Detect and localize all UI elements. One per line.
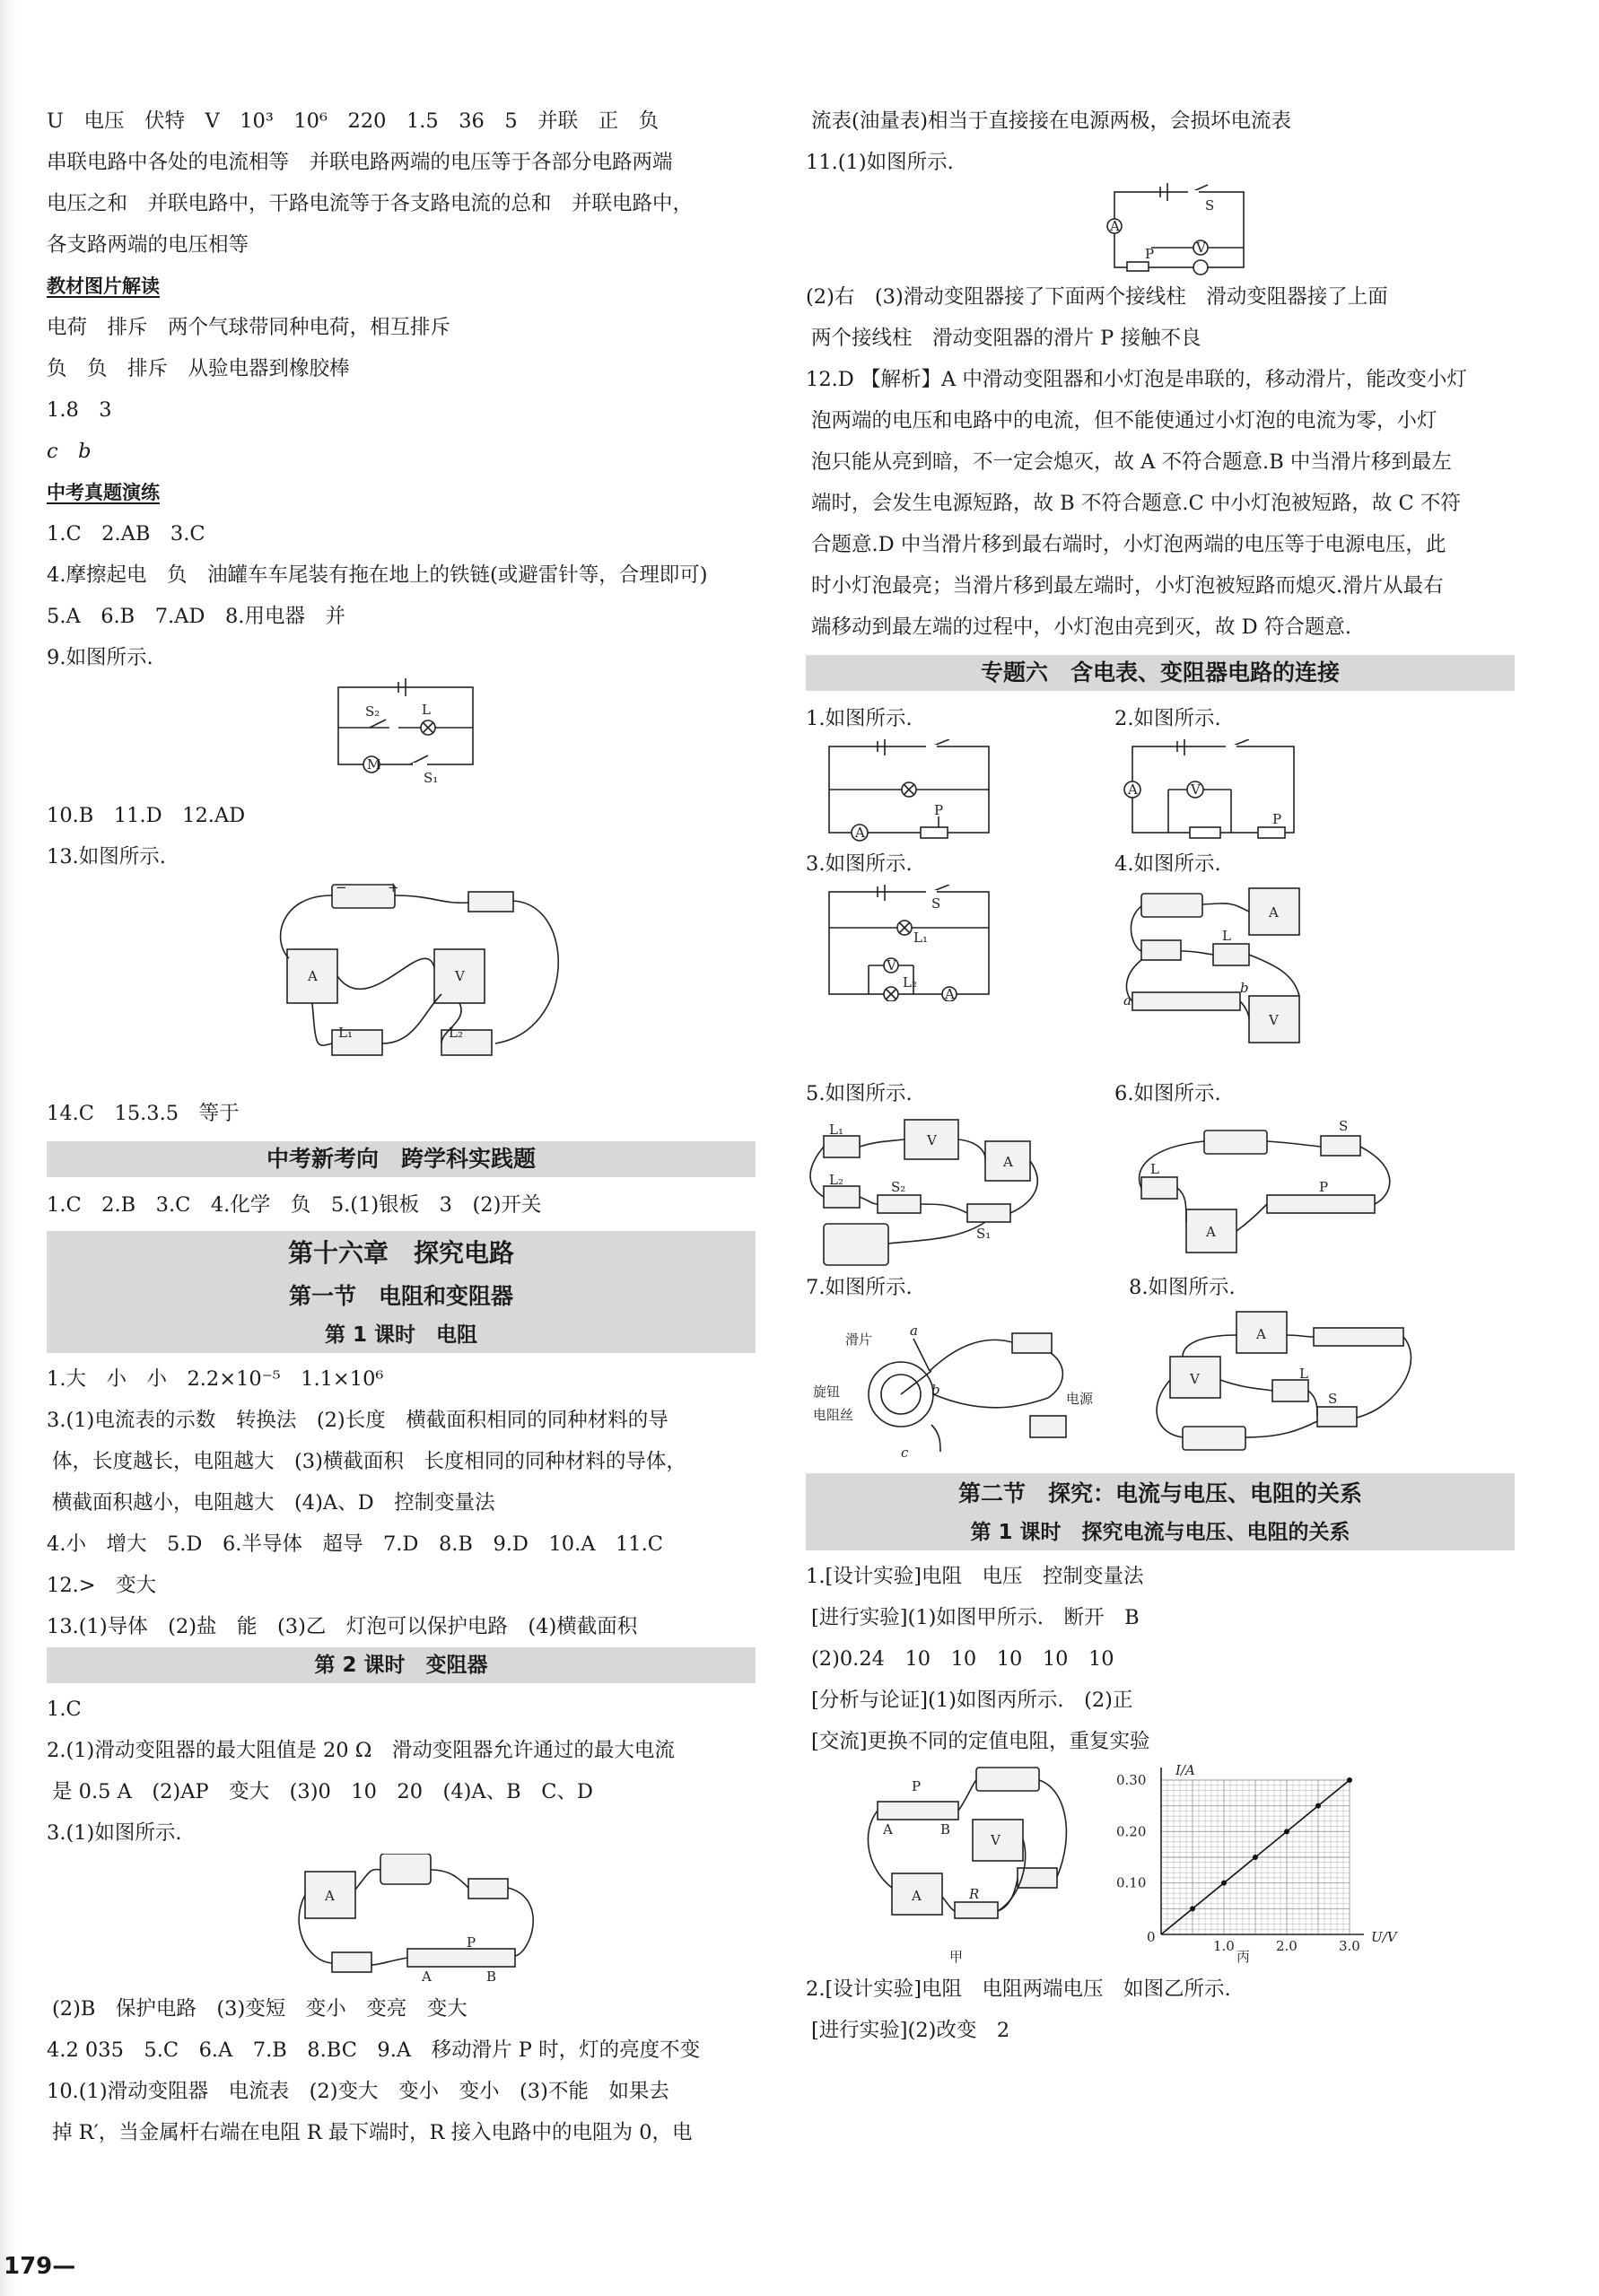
iv-graph bbox=[1111, 1762, 1416, 1969]
text-line: 负 负 排斥 从验电器到橡胶棒 bbox=[47, 357, 350, 380]
figure-row bbox=[806, 843, 1515, 1073]
figure-caption: 8.如图所示. bbox=[1129, 1276, 1236, 1299]
answer-line: 1.[设计实验]电阻 电压 控制变量法 bbox=[806, 1565, 1144, 1588]
lesson-title: 第 1 课时 电阻 bbox=[47, 1317, 756, 1353]
svg-text:L₁: L₁ bbox=[913, 930, 928, 946]
circuit-diagram-q13 bbox=[47, 877, 756, 1093]
answer-line: 掉 R′，当金属杆右端在电阻 R 最下端时，R 接入电路中的电阻为 0，电 bbox=[52, 2121, 693, 2144]
section-title: 第一节 电阻和变阻器 bbox=[47, 1276, 756, 1317]
svg-text:L: L bbox=[1222, 928, 1231, 944]
answer-line: 是 0.5 A (2)AP 变大 (3)0 10 20 (4)A、B C、D bbox=[52, 1780, 593, 1803]
page-number: 179— bbox=[4, 2253, 76, 2280]
circuit-diagram-q11 bbox=[806, 183, 1515, 276]
svg-text:P: P bbox=[934, 802, 944, 818]
page-edge bbox=[0, 0, 16, 2296]
data-point bbox=[1190, 1906, 1195, 1911]
text-line: c b bbox=[47, 440, 92, 463]
svg-text:P: P bbox=[1145, 246, 1155, 262]
left-column bbox=[47, 100, 756, 2153]
svg-text:R: R bbox=[969, 1886, 980, 1902]
answer-line: 4.2 035 5.C 6.A 7.B 8.BC 9.A 移动滑片 P 时，灯的亮度不变 bbox=[47, 2038, 701, 2062]
answer-line: 泡两端的电压和电路中的电流，但不能使通过小灯泡的电流为零，小灯 bbox=[811, 409, 1437, 432]
figure-caption: 1.如图所示. bbox=[806, 707, 913, 730]
svg-text:L₂: L₂ bbox=[903, 974, 917, 991]
right-column bbox=[806, 100, 1515, 2051]
label-wire: 电阻丝 bbox=[813, 1407, 854, 1423]
figure-caption: 7.如图所示. bbox=[806, 1276, 913, 1299]
data-point bbox=[1315, 1803, 1321, 1809]
svg-text:L₂: L₂ bbox=[829, 1172, 843, 1188]
circuit-diagram-p3 bbox=[806, 885, 1102, 1001]
answer-line: 13.如图所示. bbox=[47, 845, 166, 869]
svg-text:A: A bbox=[308, 968, 318, 984]
graph-data bbox=[1161, 1777, 1352, 1934]
svg-text:L: L bbox=[1299, 1366, 1308, 1382]
x-tick-label: 2.0 bbox=[1276, 1938, 1298, 1954]
text-line: 1.8 3 bbox=[47, 398, 112, 422]
circuit-diagram-q9 bbox=[47, 678, 756, 795]
svg-text:A: A bbox=[1206, 1224, 1216, 1240]
svg-text:S: S bbox=[1205, 197, 1215, 214]
svg-text:B: B bbox=[940, 1821, 951, 1838]
lesson-title: 第 2 课时 变阻器 bbox=[47, 1647, 756, 1683]
graph-ylabel: I/A bbox=[1175, 1762, 1195, 1778]
answer-line: 2.(1)滑动变阻器的最大阻值是 20 Ω 滑动变阻器允许通过的最大电流 bbox=[47, 1739, 675, 1762]
figure-label-jia: 甲 bbox=[949, 1949, 964, 1965]
svg-text:S: S bbox=[1339, 1118, 1349, 1134]
answer-line: 13.(1)导体 (2)盐 能 (3)乙 灯泡可以保护电路 (4)横截面积 bbox=[47, 1615, 638, 1638]
svg-text:b: b bbox=[1240, 980, 1249, 996]
answer-line: (2)0.24 10 10 10 10 10 bbox=[811, 1647, 1114, 1671]
circuit-diagram-p2 bbox=[1114, 739, 1411, 843]
svg-text:A: A bbox=[1110, 218, 1120, 234]
circuit-diagram-p8 bbox=[1129, 1308, 1425, 1461]
circuit-diagram-jia bbox=[806, 1762, 1111, 1969]
svg-text:−: − bbox=[336, 879, 347, 895]
svg-text:A: A bbox=[325, 1888, 335, 1904]
answer-line: 横截面积越小，电阻越大 (4)A、D 控制变量法 bbox=[52, 1491, 495, 1515]
figure-row bbox=[806, 1762, 1515, 1969]
answer-line: 5.A 6.B 7.AD 8.用电器 并 bbox=[47, 605, 345, 628]
section-title: 第二节 探究：电流与电压、电阻的关系 bbox=[806, 1473, 1515, 1515]
svg-text:P: P bbox=[467, 1934, 476, 1951]
svg-text:A: A bbox=[945, 986, 955, 1001]
data-point bbox=[1221, 1881, 1227, 1886]
circuit-diagram-v3 bbox=[47, 1854, 756, 1988]
svg-text:M: M bbox=[367, 756, 381, 773]
label-slider: 滑片 bbox=[845, 1331, 873, 1348]
svg-text:S₁: S₁ bbox=[976, 1226, 992, 1242]
figure-row bbox=[806, 698, 1515, 843]
svg-text:b: b bbox=[931, 1382, 940, 1398]
section-label-textbook: 教材图片解读 bbox=[47, 275, 160, 297]
answer-line: 端时，会发生电源短路，故 B 不符合题意.C 中小灯泡被短路，故 C 不符 bbox=[811, 492, 1461, 515]
data-point bbox=[1347, 1777, 1352, 1783]
figure-row bbox=[806, 1267, 1515, 1461]
svg-text:A: A bbox=[1269, 904, 1279, 921]
svg-text:S₂: S₂ bbox=[891, 1179, 906, 1195]
lesson-title: 第 1 课时 探究电流与电压、电阻的关系 bbox=[806, 1515, 1515, 1550]
figure-label-bing: 丙 bbox=[1236, 1949, 1251, 1965]
answer-line: 端移动到最左端的过程中，小灯泡由亮到灭，故 D 符合题意. bbox=[811, 615, 1351, 639]
answer-line: 10.B 11.D 12.AD bbox=[47, 804, 246, 827]
graph-origin: 0 bbox=[1147, 1929, 1156, 1945]
svg-text:V: V bbox=[1269, 1012, 1279, 1028]
answer-line: 流表(油量表)相当于直接接在电源两极，会损坏电流表 bbox=[811, 109, 1292, 133]
figure-caption: 5.如图所示. bbox=[806, 1082, 913, 1105]
svg-text:V: V bbox=[455, 968, 465, 984]
data-point bbox=[1253, 1855, 1258, 1860]
label-power: 电源 bbox=[1066, 1391, 1094, 1407]
label-knob: 旋钮 bbox=[813, 1384, 841, 1400]
circuit-diagram-p1 bbox=[806, 739, 1102, 843]
svg-text:+: + bbox=[388, 879, 399, 895]
svg-text:P: P bbox=[1319, 1179, 1329, 1195]
answer-line: 10.(1)滑动变阻器 电流表 (2)变大 变小 变小 (3)不能 如果去 bbox=[47, 2080, 669, 2103]
svg-text:L₁: L₁ bbox=[829, 1122, 843, 1138]
answer-line: 1.大 小 小 2.2×10⁻⁵ 1.1×10⁶ bbox=[47, 1367, 384, 1391]
svg-text:A: A bbox=[1128, 781, 1138, 798]
data-point bbox=[1284, 1829, 1289, 1834]
figure-caption: 4.如图所示. bbox=[1114, 852, 1221, 876]
answer-line: 合题意.D 中当滑片移到最右端时，小灯泡两端的电压等于电源电压，此 bbox=[811, 533, 1446, 556]
y-tick-label: 0.20 bbox=[1116, 1823, 1147, 1840]
answer-line: 3.(1)如图所示. bbox=[47, 1821, 182, 1845]
figure-caption: 3.如图所示. bbox=[806, 852, 913, 876]
text-line: 电压之和 并联电路中，干路电流等于各支路电流的总和 并联电路中， bbox=[47, 192, 694, 215]
svg-text:A: A bbox=[422, 1969, 432, 1985]
svg-text:a: a bbox=[910, 1323, 918, 1339]
svg-text:A: A bbox=[1003, 1154, 1013, 1170]
answer-line: 9.如图所示. bbox=[47, 646, 153, 669]
graph-xlabel: U/V bbox=[1371, 1929, 1397, 1945]
x-tick-label: 3.0 bbox=[1339, 1938, 1360, 1954]
svg-text:a: a bbox=[1123, 992, 1132, 1008]
x-tick-label: 1.0 bbox=[1213, 1938, 1235, 1954]
chapter-title: 第十六章 探究电路 bbox=[47, 1231, 756, 1276]
svg-text:V: V bbox=[1191, 781, 1201, 798]
answer-line: [进行实验](1)如图甲所示. 断开 B bbox=[811, 1606, 1140, 1629]
circuit-diagram-p5 bbox=[806, 1114, 1102, 1267]
answer-line: [交流]更换不同的定值电阻，重复实验 bbox=[811, 1730, 1150, 1753]
answer-line: 体，长度越长，电阻越大 (3)横截面积 长度相同的同种材料的导体， bbox=[52, 1450, 686, 1473]
svg-text:c: c bbox=[901, 1445, 909, 1461]
answer-line: 3.(1)电流表的示数 转换法 (2)长度 横截面积相同的同种材料的导 bbox=[47, 1409, 668, 1432]
text-line: 电荷 排斥 两个气球带同种电荷，相互排斥 bbox=[47, 316, 451, 339]
svg-text:S₂: S₂ bbox=[365, 703, 380, 720]
answer-line: 1.C 2.AB 3.C bbox=[47, 522, 205, 546]
answer-line: (2)B 保护电路 (3)变短 变小 变亮 变大 bbox=[52, 1997, 467, 2021]
answer-line: 12.> 变大 bbox=[47, 1574, 157, 1597]
answer-line: (2)右 (3)滑动变阻器接了下面两个接线柱 滑动变阻器接了上面 bbox=[806, 285, 1388, 309]
svg-text:A: A bbox=[855, 825, 865, 841]
svg-text:B: B bbox=[486, 1969, 497, 1985]
answer-line: 14.C 15.3.5 等于 bbox=[47, 1102, 240, 1125]
answer-line: 泡只能从亮到暗，不一定会熄灭，故 A 不符合题意.B 中当滑片移到最左 bbox=[811, 450, 1452, 474]
svg-text:A: A bbox=[912, 1888, 922, 1904]
y-tick-label: 0.30 bbox=[1116, 1772, 1147, 1788]
svg-text:L: L bbox=[1150, 1161, 1159, 1177]
text-line: 各支路两端的电压相等 bbox=[47, 233, 249, 257]
topic-title: 专题六 含电表、变阻器电路的连接 bbox=[806, 655, 1515, 691]
svg-text:A: A bbox=[1256, 1326, 1266, 1342]
svg-text:S₁: S₁ bbox=[424, 770, 439, 786]
figure-caption: 6.如图所示. bbox=[1114, 1082, 1221, 1105]
text-line: 串联电路中各处的电流相等 并联电路两端的电压等于各部分电路两端 bbox=[47, 151, 673, 174]
answer-line: 1.C bbox=[47, 1698, 82, 1721]
answer-line: 1.C 2.B 3.C 4.化学 负 5.(1)银板 3 (2)开关 bbox=[47, 1193, 542, 1217]
text-line: U 电压 伏特 V 10³ 10⁶ 220 1.5 36 5 并联 正 负 bbox=[47, 109, 660, 133]
svg-text:V: V bbox=[991, 1832, 1000, 1848]
circuit-diagram-p4 bbox=[1114, 885, 1411, 1073]
answer-line: 两个接线柱 滑动变阻器的滑片 P 接触不良 bbox=[811, 327, 1201, 350]
svg-text:L₂: L₂ bbox=[449, 1025, 463, 1041]
svg-text:V: V bbox=[1190, 1371, 1200, 1387]
answer-line: 11.(1)如图所示. bbox=[806, 151, 954, 174]
banner-new-direction: 中考新考向 跨学科实践题 bbox=[47, 1141, 756, 1177]
circuit-diagram-p7 bbox=[806, 1308, 1129, 1461]
svg-text:V: V bbox=[887, 957, 896, 973]
answer-line: 12.D 【解析】A 中滑动变阻器和小灯泡是串联的，移动滑片，能改变小灯 bbox=[806, 368, 1467, 391]
svg-text:L: L bbox=[422, 702, 431, 718]
svg-text:P: P bbox=[1272, 811, 1282, 827]
figure-row bbox=[806, 1073, 1515, 1267]
answer-line: [分析与论证](1)如图丙所示. (2)正 bbox=[811, 1689, 1133, 1712]
answer-line: 时小灯泡最亮；当滑片移到最左端时，小灯泡被短路而熄灭.滑片从最右 bbox=[811, 574, 1444, 598]
figure-caption: 2.如图所示. bbox=[1114, 707, 1221, 730]
svg-text:P: P bbox=[912, 1778, 922, 1794]
y-tick-label: 0.10 bbox=[1116, 1874, 1147, 1891]
svg-text:V: V bbox=[1196, 240, 1206, 256]
svg-text:S: S bbox=[931, 895, 941, 912]
answer-line: [进行实验](2)改变 2 bbox=[811, 2019, 1010, 2042]
section-label-exam: 中考真题演练 bbox=[47, 482, 160, 503]
svg-text:L₁: L₁ bbox=[338, 1025, 353, 1041]
answer-line: 2.[设计实验]电阻 电阻两端电压 如图乙所示. bbox=[806, 1977, 1231, 2001]
answer-line: 4.摩擦起电 负 油罐车车尾装有拖在地上的铁链(或避雷针等，合理即可) bbox=[47, 563, 708, 587]
svg-text:V: V bbox=[927, 1132, 937, 1148]
svg-text:S: S bbox=[1328, 1391, 1338, 1407]
svg-text:A: A bbox=[883, 1821, 893, 1838]
circuit-diagram-p6 bbox=[1114, 1114, 1411, 1267]
answer-line: 4.小 增大 5.D 6.半导体 超导 7.D 8.B 9.D 10.A 11.C bbox=[47, 1532, 663, 1556]
